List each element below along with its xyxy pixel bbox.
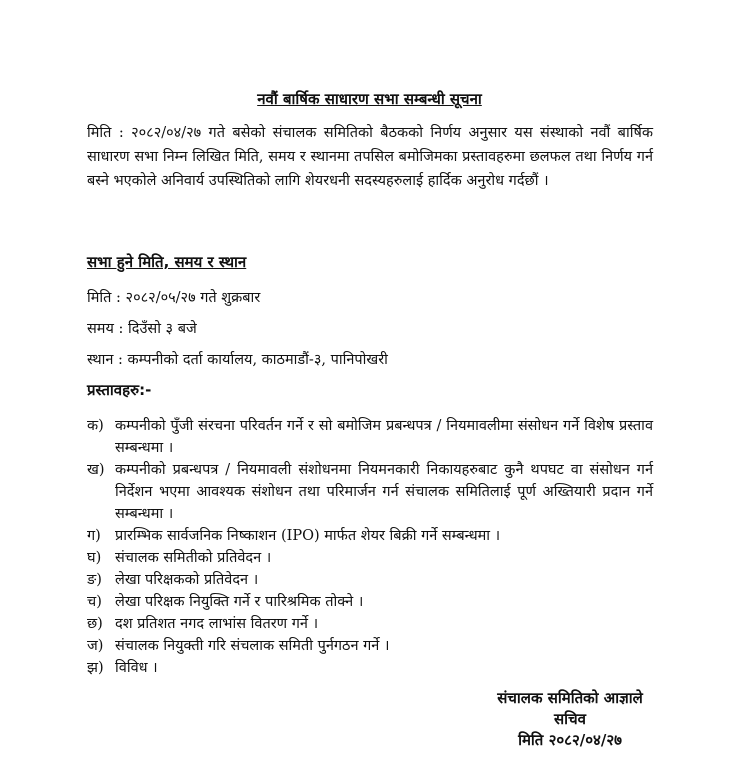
proposal-text: संचालक नियुक्ती गरि संचलाक समिती पुर्नगठन गर्ने । xyxy=(115,638,390,654)
meeting-time: समय : दिउँसो ३ बजे xyxy=(87,321,197,337)
proposal-text: प्रारम्भिक सार्वजनिक निष्काशन (IPO) मार्फत शेयर बिक्री गर्ने सम्बन्धमा । xyxy=(115,528,501,544)
notice-intro-paragraph: मिति : २०८२/०४/२७ गते बसेको संचालक समितिको बैठकको निर्णय अनुसार यस संस्थाको नवौं बार्षिक साधारण सभा निम्न लिखित मिति, समय र स्थानमा तपसिल बमोजिमका प्रस्तावहरुमा छलफल तथा निर्णय गर्न बस्ने भएकोले अनिवार्य उपस्थितिको लागि शेयरधनी सदस्यहरुलाई हार्दिक अनुरोध गर्दछौं । xyxy=(87,125,653,189)
signature-authority: संचालक समितिको आज्ञाले xyxy=(497,689,643,707)
proposal-item xyxy=(87,613,653,635)
proposal-marker: घ) xyxy=(87,550,102,566)
meeting-date: मिति : २०८२/०५/२७ गते शुक्रबार xyxy=(87,290,261,306)
proposals-heading: प्रस्तावहरु:- xyxy=(87,381,152,399)
meeting-venue: स्थान : कम्पनीको दर्ता कार्यालय, काठमाडौं-३, पानिपोखरी xyxy=(87,352,388,368)
signature-title: सचिव xyxy=(554,710,586,728)
proposal-item xyxy=(87,569,653,591)
proposal-text: संचालक समितीको प्रतिवेदन । xyxy=(115,550,272,566)
proposal-text: कम्पनीको पुँजी संरचना परिवर्तन गर्ने र सो बमोजिम प्रबन्धपत्र / नियमावलीमा संसोधन गर्ने विशेष प्रस्ताव सम्बन्धमा । xyxy=(115,418,653,456)
proposal-marker: क) xyxy=(87,418,104,434)
proposal-marker: छ) xyxy=(87,616,103,632)
proposal-text: लेखा परिक्षक नियुक्ति गर्ने र पारिश्रमिक तोक्ने । xyxy=(115,594,364,610)
meeting-details-heading: सभा हुने मिति, समय र स्थान xyxy=(87,253,247,271)
signature-date: मिति २०८२/०४/२७ xyxy=(518,731,622,749)
proposal-marker: ङ) xyxy=(87,572,102,588)
notice-title: नवौं बार्षिक साधारण सभा सम्बन्धी सूचना xyxy=(257,90,482,108)
proposal-text: विविध । xyxy=(115,660,158,676)
proposal-marker: च) xyxy=(87,594,102,610)
proposal-marker: ज) xyxy=(87,638,104,654)
proposal-text: कम्पनीको प्रबन्धपत्र / नियमावली संशोधनमा नियमनकारी निकायहरुबाट कुनै थपघट वा संसोधन गर्न निर्देशन भएमा आवश्यक संशोधन तथा परिमार्जन गर्न संचालक समितिलाई पूर्ण अख्तियारी प्रदान गर्ने सम्बन्धमा । xyxy=(115,462,653,522)
proposal-item xyxy=(87,459,653,525)
proposal-item xyxy=(87,415,653,459)
proposal-item xyxy=(87,635,653,657)
proposal-marker: झ) xyxy=(87,660,104,676)
proposal-text: लेखा परिक्षकको प्रतिवेदन । xyxy=(115,572,259,588)
proposal-text: दश प्रतिशत नगद लाभांस वितरण गर्ने । xyxy=(115,616,319,632)
proposal-item xyxy=(87,547,653,569)
signature-block xyxy=(470,688,670,751)
proposal-item xyxy=(87,525,653,547)
proposals-list xyxy=(87,415,653,679)
proposal-marker: ग) xyxy=(87,528,101,544)
proposal-marker: ख) xyxy=(87,462,105,478)
proposal-item xyxy=(87,657,653,679)
proposal-item xyxy=(87,591,653,613)
